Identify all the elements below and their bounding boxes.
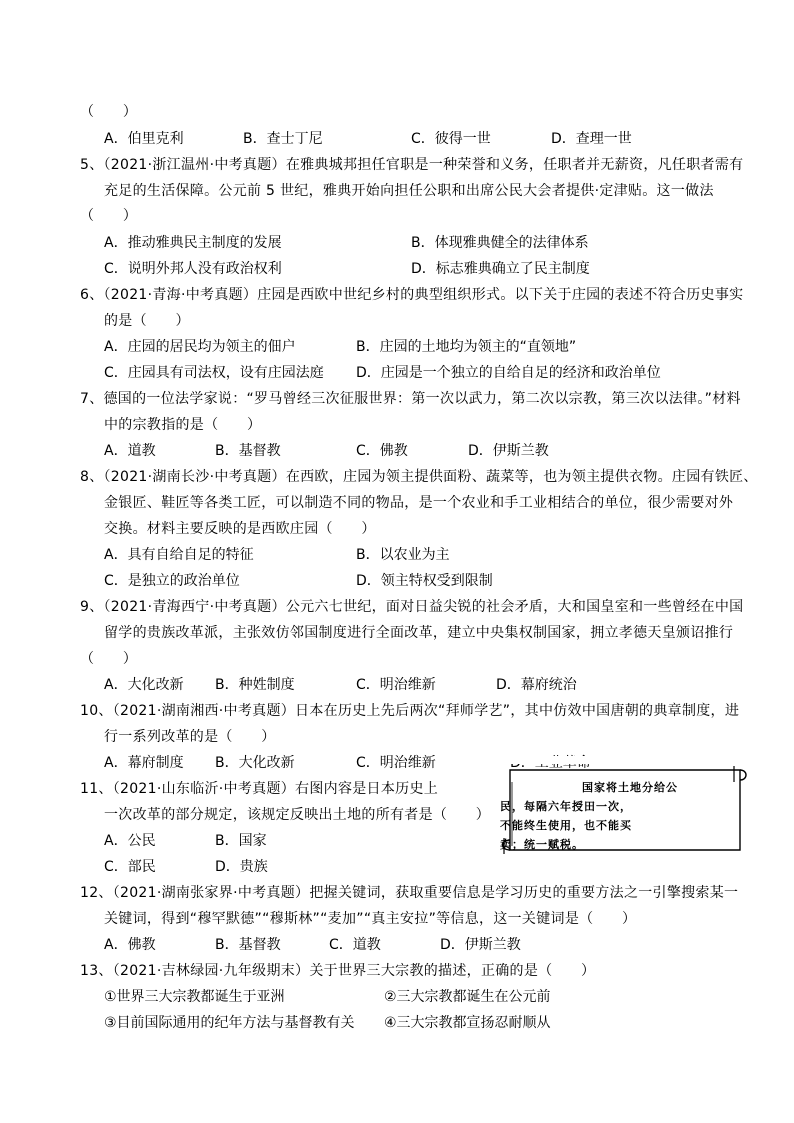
q6-option-b: B．庄园的土地均为领主的“直领地” — [356, 339, 577, 355]
q8-option-b: B．以农业为主 — [356, 547, 450, 563]
q11-stem-line2: 一次改革的部分规定，该规定反映出土地的所有者是（ ） — [104, 807, 491, 823]
q6-stem-line2: 的是（ ） — [104, 313, 190, 329]
q9-option-a: A．大化改新 — [104, 677, 184, 693]
q11-option-b: B．国家 — [215, 833, 267, 849]
q13-item-3: ③目前国际通用的纪年方法与基督教有关 — [104, 1015, 355, 1031]
q13-item-1: ①世界三大宗教都诞生于亚洲 — [104, 989, 285, 1005]
q8-option-a: A．具有自给自足的特征 — [104, 547, 254, 563]
q12-option-d: D．伊斯兰教 — [440, 937, 521, 953]
scroll-text — [500, 778, 738, 854]
q8-stem-line3: 交换。材料主要反映的是西欧庄园（ ） — [104, 521, 376, 537]
q10-stem-line1: 10、（2021·湖南湘西·中考真题）日本在历史上先后两次“拜师学艺”，其中仿效中国唐朝的典章制度，进 — [80, 703, 740, 719]
q5-option-b: B．体现雅典健全的法律体系 — [411, 235, 589, 251]
q7-option-c: C．佛教 — [356, 443, 408, 459]
q11-option-d: D．贵族 — [215, 859, 268, 875]
scroll-line-4: 卖；统一赋税。 — [500, 838, 584, 851]
q9-option-c: C．明治维新 — [356, 677, 436, 693]
q10-option-c: C．明治维新 — [356, 755, 436, 771]
q9-option-d: D．幕府统治 — [496, 677, 577, 693]
q4-option-a: A．伯里克利 — [104, 131, 184, 147]
q6-option-a: A．庄园的居民均为领主的佃户 — [104, 339, 296, 355]
q5-answer-paren: （ ） — [80, 208, 138, 224]
q10-option-a: A．幕府制度 — [104, 755, 184, 771]
q9-option-b: B．种姓制度 — [215, 677, 295, 693]
q5-option-d: D．标志雅典确立了民主制度 — [411, 261, 590, 277]
q11-option-c: C．部民 — [104, 859, 156, 875]
q13-item-2: ②三大宗教都诞生在公元前 — [384, 989, 551, 1005]
q12-option-c: C．道教 — [329, 937, 381, 953]
q10-option-b: B．大化改新 — [215, 755, 295, 771]
q12-stem-line2: 关键词，得到“穆罕默德”“穆斯林”“麦加”“真主安拉”等信息，这一关键词是（ ） — [104, 911, 637, 927]
scroll-line-3: 不能终生使用，也不能买 — [500, 819, 632, 832]
q4-option-b: B．查士丁尼 — [243, 131, 323, 147]
q5-option-a: A．推动雅典民主制度的发展 — [104, 235, 282, 251]
q5-stem-line2: 充足的生活保障。公元前 5 世纪，雅典开始向担任公职和出席公民大会者提供·定津贴。这一做法 — [104, 183, 714, 199]
q6-stem-line1: 6、（2021·青海·中考真题）庄园是西欧中世纪乡村的典型组织形式。以下关于庄园的表述不符合历史事实 — [80, 287, 744, 303]
q5-option-c: C．说明外邦人没有政治权利 — [104, 261, 282, 277]
q7-option-a: A．道教 — [104, 443, 156, 459]
q9-answer-paren: （ ） — [80, 651, 138, 667]
q12-option-b: B．基督教 — [215, 937, 281, 953]
q10-stem-line2: 行一系列改革的是（ ） — [104, 729, 276, 745]
scroll-line-1: 国家将土地分给公 — [582, 781, 678, 794]
q9-stem-line1: 9、（2021·青海西宁·中考真题）公元六七世纪，面对日益尖锐的社会矛盾，大和国皇室和一些曾经在中国 — [80, 599, 744, 615]
q4-option-c: C．彼得一世 — [411, 131, 491, 147]
scroll-line-2: 民，每隔六年授田一次， — [500, 800, 632, 813]
q8-option-c: C．是独立的政治单位 — [104, 573, 240, 589]
q4-answer-paren: （ ） — [80, 104, 138, 120]
q8-option-d: D．领主特权受到限制 — [356, 573, 493, 589]
q7-stem-line2: 中的宗教指的是（ ） — [104, 417, 262, 433]
q8-stem-line1: 8、（2021·湖南长沙·中考真题）在西欧，庄园为领主提供面粉、蔬菜等，也为领主提供衣物。庄园有铁匠、 — [80, 469, 758, 485]
q11-stem-line1: 11、（2021·山东临沂·中考真题）右图内容是日本历史上 — [80, 781, 439, 797]
q6-option-c: C．庄园具有司法权，设有庄园法庭 — [104, 365, 324, 381]
q12-option-a: A．佛教 — [104, 937, 156, 953]
q7-option-b: B．基督教 — [215, 443, 281, 459]
q8-stem-line2: 金银匠、鞋匠等各类工匠，可以制造不同的物品，是一个农业和手工业相结合的单位，很少需要对外 — [104, 495, 734, 511]
q11-option-a: A．公民 — [104, 833, 156, 849]
q7-option-d: D．伊斯兰教 — [468, 443, 549, 459]
q13-stem: 13、（2021·吉林绿园·九年级期末）关于世界三大宗教的描述，正确的是（ ） — [80, 963, 596, 979]
q13-item-4: ④三大宗教都宣扬忍耐顺从 — [384, 1015, 551, 1031]
q5-stem-line1: 5、（2021·浙江温州·中考真题）在雅典城邦担任官职是一种荣誉和义务，任职者并无薪资，凡任职者需有 — [80, 157, 744, 173]
q7-stem-line1: 7、德国的一位法学家说：“罗马曾经三次征服世界：第一次以武力，第二次以宗教，第三次以法律。”材料 — [80, 391, 741, 407]
q9-stem-line2: 留学的贵族改革派，主张效仿邻国制度进行全面改革，建立中央集权制国家，拥立孝德天皇颁诏推行 — [104, 625, 734, 641]
q6-option-d: D．庄园是一个独立的自给自足的经济和政治单位 — [356, 365, 661, 381]
q4-option-d: D．查理一世 — [551, 131, 632, 147]
q12-stem-line1: 12、（2021·湖南张家界·中考真题）把握关键词，获取重要信息是学习历史的重要方法之一引擎搜索某一 — [80, 885, 739, 901]
